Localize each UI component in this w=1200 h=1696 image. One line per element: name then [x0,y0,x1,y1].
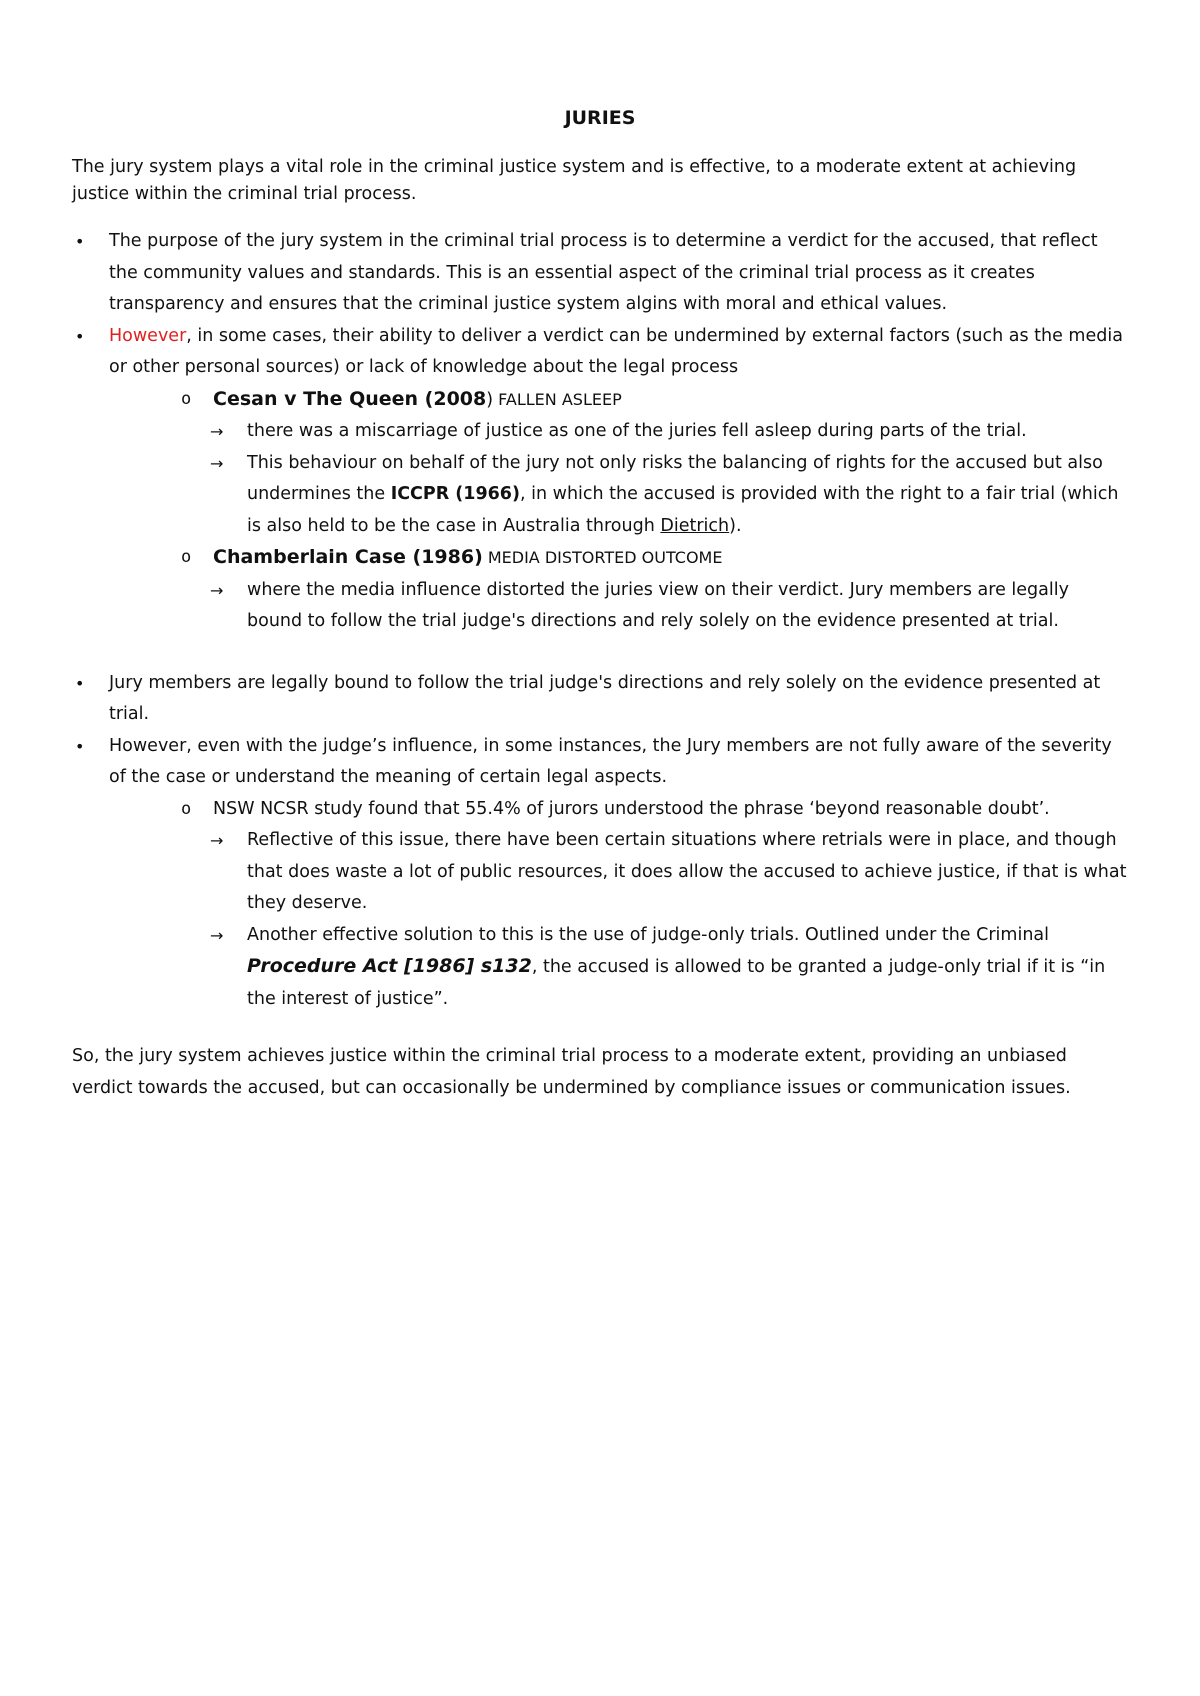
case-point-text: , in which the accused is provided with the right to a fair trial (which is also held to be the case in Australia through [247,484,1119,536]
case-point [210,448,1128,543]
arrow-icon: → [210,925,224,945]
procedure-act-reference: Procedure Act [1986] s132 [247,955,532,977]
arrow-icon: → [210,453,224,473]
list-item [72,668,1128,731]
study-point-text: Reflective of this issue, there have been certain situations where retrials were in place, and though that does waste a lot of public resources, it does allow the accused to achieve justice, if that is what they deserve. [247,830,1127,913]
study-list [109,794,1128,1016]
bullet-icon: • [75,736,85,756]
document-title: JURIES [564,107,636,129]
arrow-icon: → [210,580,224,600]
case-point [210,575,1128,638]
spacer [72,638,1128,668]
study-point [210,920,1128,1016]
study-points [210,825,1128,1015]
bullet-icon: • [75,326,85,346]
case-point-text: This behaviour on behalf of the jury not only risks the balancing of rights for the accused but also undermines the [247,452,1103,504]
iccpr-reference: ICCPR (1966) [390,484,520,504]
case-name: Cesan v The Queen (2008 [213,387,487,410]
not-aware-text: However, even with the judge’s influence, in some instances, the Jury members are not fully aware of the severity of the case or understand the meaning of certain legal aspects. [109,735,1112,787]
study-point [210,825,1128,920]
intro-paragraph: The jury system plays a vital role in the criminal justice system and is effective, to a moderate extent at achieving justice within the criminal trial process. [72,157,1077,204]
study-point-text: , the accused is allowed to be granted a judge-only trial if it is “in the interest of justice”. [247,957,1106,1009]
case-point [210,416,1128,448]
case-item [181,542,1128,638]
study-text: NSW NCSR study found that 55.4% of jurors understood the phrase ‘beyond reasonable doubt’. [213,798,1050,819]
list-item [72,321,1128,638]
legally-bound-text: Jury members are legally bound to follow the trial judge's directions and rely solely on the evidence presented at trial. [109,672,1101,724]
purpose-text: The purpose of the jury system in the criminal trial process is to determine a verdict for the accused, that reflect the community values and standards. This is an essential aspect of the criminal trial process as it creates transparency and ensures that the criminal justice system algins with moral and ethical values. [109,231,1098,314]
study-point-text: Another effective solution to this is the use of judge-only trials. Outlined under the Criminal [247,924,1049,945]
undermined-text: , in some cases, their ability to deliver a verdict can be undermined by external factors (such as the media or other personal sources) or lack of knowledge about the legal process [109,325,1123,377]
case-name-close: ) [486,389,494,410]
dietrich-link[interactable]: Dietrich [660,515,730,536]
case-point-text: there was a miscarriage of justice as one of the juries fell asleep during parts of the trial. [247,421,1027,441]
conclusion-paragraph: So, the jury system achieves justice within the criminal trial process to a moderate extent, providing an unbiased verdict towards the accused, but can occasionally be undermined by compliance issues or communication issues. [72,1046,1071,1098]
main-list [72,226,1128,638]
however-highlight: However [109,325,187,346]
case-point-text: where the media influence distorted the juries view on their verdict. Jury members are legally bound to follow the trial judge's directions and rely solely on the evidence presented at trial. [247,579,1069,631]
arrow-icon: → [210,831,224,850]
sub-bullet-icon: o [181,388,192,409]
case-points [210,416,1128,542]
case-tag: FALLEN ASLEEP [493,389,622,409]
sub-bullet-icon: o [181,798,192,819]
case-list [109,384,1128,638]
bullet-icon: • [75,673,85,693]
second-list [72,668,1128,1016]
case-points [210,575,1128,638]
bullet-icon: • [75,232,85,251]
sub-bullet-icon: o [181,547,192,567]
case-item [181,384,1128,543]
study-item [181,794,1128,1016]
list-item [72,226,1128,321]
case-name: Chamberlain Case (1986) [213,546,483,568]
case-point-text: ). [729,515,742,536]
arrow-icon: → [210,422,224,441]
list-item [72,731,1128,1016]
case-tag: MEDIA DISTORTED OUTCOME [482,548,723,567]
